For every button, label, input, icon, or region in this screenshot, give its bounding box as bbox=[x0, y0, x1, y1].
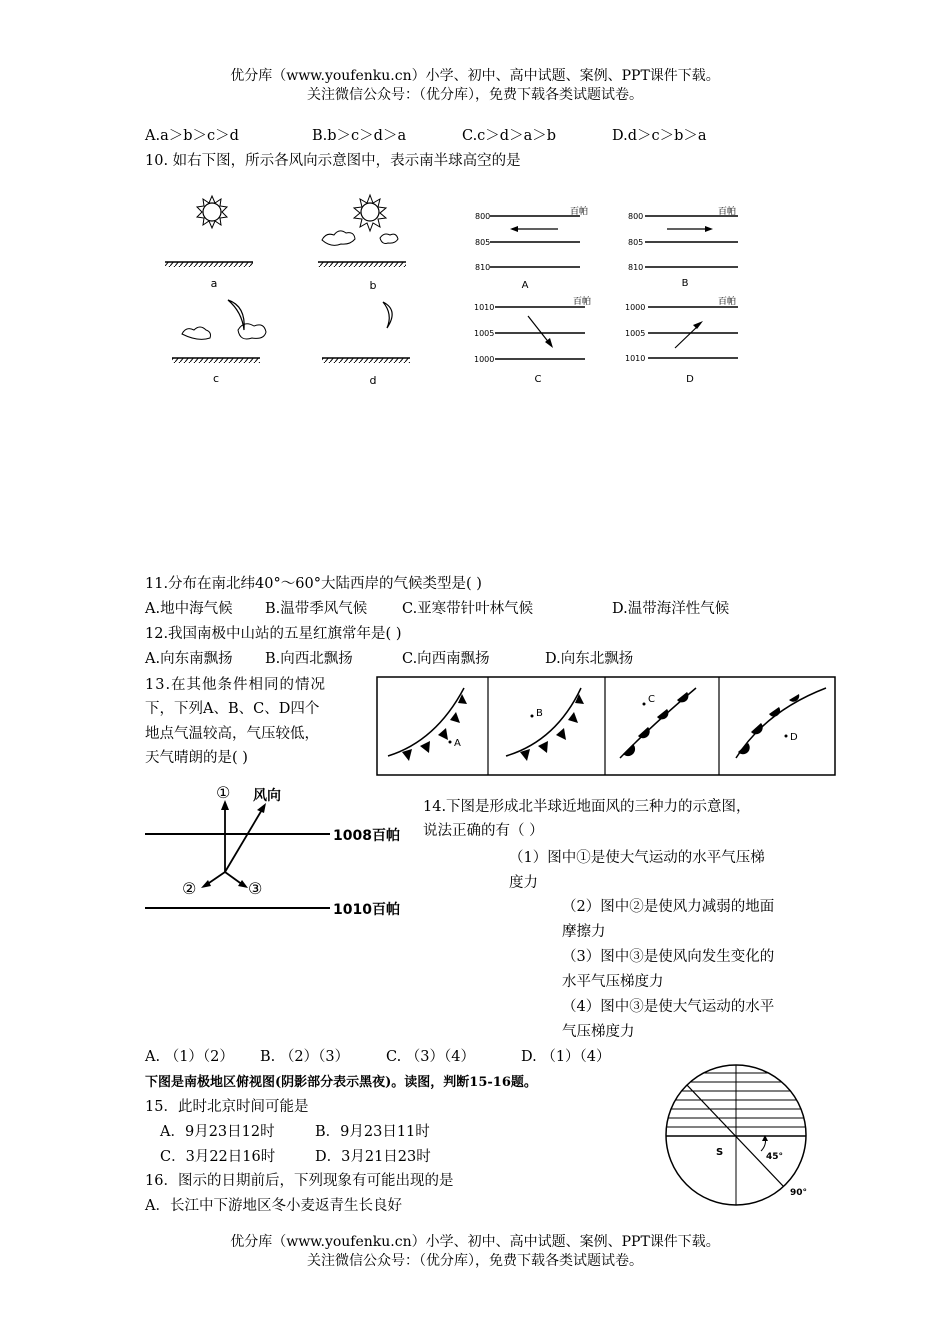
svg-text:百帕: 百帕 bbox=[718, 297, 737, 307]
footer-line1: 优分库（www.youfenku.cn）小学、初中、高中试题、案例、PPT课件下载。 bbox=[230, 1234, 720, 1250]
q9-option-c: C.c＞d＞a＞b bbox=[462, 128, 557, 144]
q9-option-b: B.b＞c＞d＞a bbox=[312, 128, 407, 144]
q13-line1: 13.在其他条件相同的情况 bbox=[145, 677, 327, 693]
south-pole-label: S bbox=[716, 1147, 724, 1158]
svg-text:1005: 1005 bbox=[474, 329, 495, 338]
q15-option-c: C．3月22日16时 bbox=[160, 1149, 276, 1165]
q13-fronts-figure bbox=[376, 676, 836, 776]
svg-text:1000: 1000 bbox=[625, 303, 646, 312]
q14-statement3b: 水平气压梯度力 bbox=[562, 974, 664, 990]
panel-c bbox=[474, 295, 591, 385]
point-c-label: C bbox=[648, 694, 655, 705]
svg-text:1000: 1000 bbox=[474, 355, 495, 364]
svg-text:1005: 1005 bbox=[625, 329, 646, 338]
label-b: b bbox=[369, 279, 377, 292]
q14-option-a: A. （1）（2） bbox=[145, 1049, 234, 1065]
q11-option-d: D.温带海洋性气候 bbox=[612, 601, 730, 617]
q14-force-figure bbox=[145, 782, 415, 922]
svg-text:1010: 1010 bbox=[625, 354, 646, 363]
panel-b bbox=[628, 205, 738, 289]
label-d: d bbox=[369, 374, 377, 387]
svg-text:百帕: 百帕 bbox=[570, 207, 589, 217]
force-1-label: ① bbox=[216, 783, 231, 802]
panel-d bbox=[625, 295, 738, 385]
q15-option-d: D．3月21日23时 bbox=[315, 1149, 431, 1165]
q14-statement1a: （1）图中①是使大气运动的水平气压梯 bbox=[509, 850, 765, 866]
sun-icon-a bbox=[197, 196, 227, 228]
isobar-1008-label: 1008百帕 bbox=[333, 828, 400, 844]
moon-cloud-icon-c bbox=[182, 300, 266, 339]
label-c: c bbox=[212, 372, 220, 385]
warm-front-c bbox=[620, 688, 696, 758]
svg-text:800: 800 bbox=[475, 212, 491, 221]
point-d-label: D bbox=[790, 732, 798, 743]
q14-stem1: 14.下图是形成北半球近地面风的三种力的示意图， bbox=[423, 799, 751, 815]
q12-option-a: A.向东南飘扬 bbox=[145, 651, 233, 667]
label-a: a bbox=[210, 277, 218, 290]
q12-stem: 12.我国南极中山站的五星红旗常年是( ) bbox=[145, 626, 402, 642]
header-line1: 优分库（www.youfenku.cn）小学、初中、高中试题、案例、PPT课件下载。 bbox=[230, 68, 720, 84]
svg-text:800: 800 bbox=[628, 212, 644, 221]
force-2-label: ② bbox=[182, 879, 197, 898]
force-3-label: ③ bbox=[248, 879, 263, 898]
q15-option-a: A．9月23日12时 bbox=[160, 1124, 275, 1140]
svg-text:百帕: 百帕 bbox=[573, 297, 592, 307]
angle-90-label: 90° bbox=[790, 1188, 808, 1198]
point-a-label: A bbox=[454, 738, 461, 749]
header-line2: 关注微信公众号：（优分库），免费下载各类试题试卷。 bbox=[307, 87, 643, 103]
q16-option-a: A．长江中下游地区冬小麦返青生长良好 bbox=[145, 1198, 402, 1214]
q12-option-c: C.向西南飘扬 bbox=[402, 651, 490, 667]
footer-line2: 关注微信公众号：（优分库），免费下载各类试题试卷。 bbox=[307, 1253, 643, 1269]
q10-sky-figures bbox=[150, 182, 450, 392]
isobar-1010-label: 1010百帕 bbox=[333, 902, 400, 918]
q13-line2: 下，下列A、B、C、D四个 bbox=[145, 701, 320, 717]
q11-stem: 11.分布在南北纬40°～60°大陆西岸的气候类型是( ) bbox=[145, 576, 482, 592]
cold-front-a bbox=[388, 688, 467, 761]
cold-front-b bbox=[506, 688, 584, 761]
q14-option-d: D. （1）（4） bbox=[521, 1049, 611, 1065]
svg-text:D: D bbox=[686, 374, 694, 385]
night-shading bbox=[652, 1063, 822, 1208]
q14-option-b: B. （2）（3） bbox=[260, 1049, 350, 1065]
moon-icon-d bbox=[383, 302, 392, 328]
q15-16-intro: 下图是南极地区俯视图(阴影部分表示黑夜)。读图，判断15-16题。 bbox=[145, 1075, 537, 1090]
sun-cloud-icon-b bbox=[322, 195, 398, 245]
panel-a bbox=[475, 205, 588, 291]
q10-isobar-figures bbox=[470, 200, 750, 390]
q15-stem: 15．此时北京时间可能是 bbox=[145, 1099, 309, 1115]
svg-text:C: C bbox=[534, 374, 542, 385]
q16-stem: 16．图示的日期前后，下列现象有可能出现的是 bbox=[145, 1173, 454, 1189]
q14-statement4b: 气压梯度力 bbox=[562, 1024, 635, 1040]
q9-option-a: A.a＞b＞c＞d bbox=[145, 128, 239, 144]
point-b-label: B bbox=[536, 708, 543, 719]
q13-line3: 地点气温较高，气压较低， bbox=[145, 726, 319, 742]
q14-statement2a: （2）图中②是使风力减弱的地面 bbox=[562, 899, 775, 915]
angle-45-label: 45° bbox=[766, 1152, 784, 1162]
svg-text:B: B bbox=[681, 278, 689, 289]
q14-statement1b: 度力 bbox=[509, 875, 538, 891]
svg-text:1010: 1010 bbox=[474, 303, 495, 312]
q12-option-d: D.向东北飘扬 bbox=[545, 651, 634, 667]
q14-stem2: 说法正确的有（ ） bbox=[423, 823, 544, 839]
q11-option-b: B.温带季风气候 bbox=[265, 601, 368, 617]
svg-text:A: A bbox=[521, 280, 529, 291]
q13-line4: 天气晴朗的是( ) bbox=[145, 750, 248, 766]
q14-statement3a: （3）图中③是使风向发生变化的 bbox=[562, 949, 775, 965]
wind-direction-label: 风向 bbox=[253, 788, 281, 804]
q9-option-d: D.d＞c＞b＞a bbox=[612, 128, 707, 144]
svg-text:810: 810 bbox=[475, 263, 491, 272]
warm-front-d bbox=[736, 688, 826, 758]
q12-option-b: B.向西北飘扬 bbox=[265, 651, 353, 667]
q14-statement4a: （4）图中③是使大气运动的水平 bbox=[562, 999, 775, 1015]
q11-option-c: C.亚寒带针叶林气候 bbox=[402, 601, 534, 617]
svg-text:百帕: 百帕 bbox=[718, 207, 737, 217]
q10-stem: 10. 如右下图，所示各风向示意图中，表示南半球高空的是 bbox=[145, 153, 521, 169]
svg-text:810: 810 bbox=[628, 263, 644, 272]
q15-option-b: B．9月23日11时 bbox=[315, 1124, 430, 1140]
q14-option-c: C. （3）（4） bbox=[386, 1049, 475, 1065]
svg-text:805: 805 bbox=[475, 238, 491, 247]
antarctic-polar-figure bbox=[652, 1063, 822, 1208]
svg-text:805: 805 bbox=[628, 238, 644, 247]
q11-option-a: A.地中海气候 bbox=[145, 601, 233, 617]
q14-statement2b: 摩擦力 bbox=[562, 924, 606, 940]
